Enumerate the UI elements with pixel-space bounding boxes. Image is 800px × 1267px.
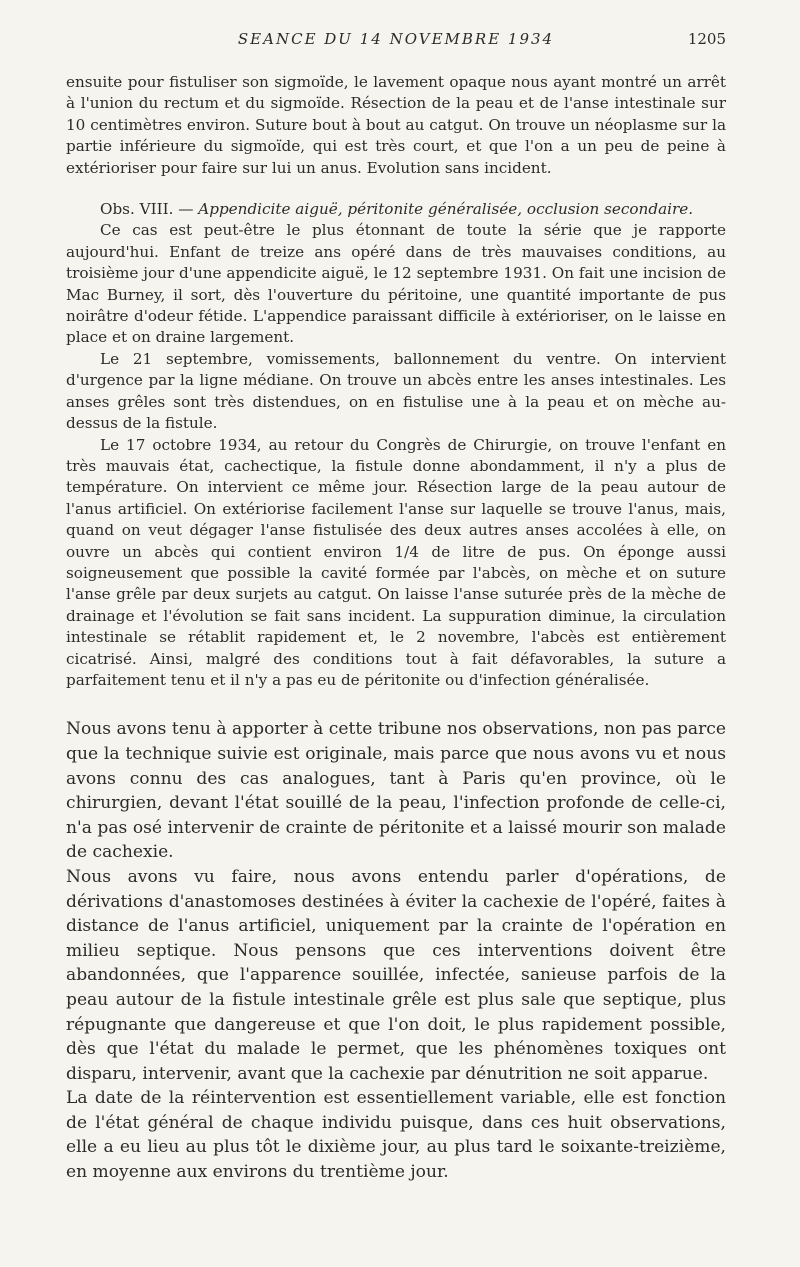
running-header: [66, 30, 726, 54]
discussion-text: [66, 717, 726, 1184]
observation-text: [66, 72, 726, 691]
discussion-paragraph: Nous avons vu faire, nous avons entendu parler d'opérations, de dérivations d'anastomoses destinées à éviter la cachexie de l'opéré, faites à distance de l'anus artificiel, uniquement par la crainte de l'opération en milieu septique. Nous pensons que ces interventions doivent être abandonnées, que l'apparence souillée, infectée, sanieuse parfois de la peau autour de la fistule intestinale grêle est plus sale que septique, plus répugnante que dangereuse et que l'on doit, le plus rapidement possible, dès que l'état du malade le permet, que les phénomènes toxiques ont disparu, intervenir, avant que la cachexie par dénutrition ne soit apparue.: [66, 866, 726, 1084]
observation-paragraph: Le 17 octobre 1934, au retour du Congrès de Chirurgie, on trouve l'enfant en très mauvais état, cachectique, la fistule donne abondamment, il n'y a plus de température. On intervient ce même jour. Résection large de la peau autour de l'anus artificiel. On extériorise facilement l'anse sur laquelle se trouve l'anus, mais, quand on veut dégager l'anse fistulisée des deux autres anses accolées à elle, on ouvre un abcès qui contient environ 1/4 de litre de pus. On éponge aussi soigneusement que possible la cavité formée par l'abcès, on mèche et on suture l'anse grêle par deux surjets au catgut. On laisse l'anse suturée près de la mèche de drainage et l'évolution se fait sans incident. La suppuration diminue, la circulation intestinale se rétablit rapidement et, le 2 novembre, l'abcès est entièrement cicatrisé. Ainsi, malgré des conditions tout à fait défavorables, la suture a parfaitement tenu et il n'y a pas eu de péritonite ou d'infection généralisée.: [66, 435, 726, 689]
discussion-paragraph: Nous avons tenu à apporter à cette tribune nos observations, non pas parce que la technique suivie est originale, mais parce que nous avons vu et nous avons connu des cas analogues, tant à Paris qu'en province, où le chirurgien, devant l'état souillé de la peau, l'infection profonde de celle-ci, n'a pas osé intervenir de crainte de péritonite et a laissé mourir son malade de cachexie.: [66, 719, 726, 863]
observation-title: Appendicite aiguë, péritonite généralisée, occlusion secondaire.: [198, 200, 694, 219]
page: [66, 30, 726, 1185]
observation-continuation: ensuite pour fistuliser son sigmoïde, le lavement opaque nous ayant montré un arrêt à l'union du rectum et du sigmoïde. Résection de la peau et de l'anse intestinale sur 10 centimètres environ. Suture bout à bout au catgut. On trouve un néoplasme sur la partie inférieure du sigmoïde, qui est très court, et que l'on a un peu de peine à extérioriser pour faire sur lui un anus. Evolution sans incident.: [66, 73, 726, 177]
observation-8-heading: [66, 199, 726, 220]
discussion-paragraph: La date de la réintervention est essentiellement variable, elle est fonction de l'état général de chaque individu puisque, dans ces huit observations, elle a eu lieu au plus tôt le dixième jour, au plus tard le soixante-treizième, en moyenne aux environs du trentième jour.: [66, 1088, 726, 1183]
observation-label: Obs. VIII. —: [100, 200, 194, 219]
observation-paragraph: Ce cas est peut-être le plus étonnant de toute la série que je rapporte aujourd'hui. Enfant de treize ans opéré dans de très mauvaises conditions, au troisième jour d'une appendicite aiguë, le 12 septembre 1931. On fait une incision de Mac Burney, il sort, dès l'ouverture du péritoine, une quantité importante de pus noirâtre d'odeur fétide. L'appendice paraissant difficile à extérioriser, on le laisse en place et on draine largement.: [66, 221, 726, 347]
running-title: SEANCE DU 14 NOVEMBRE 1934: [237, 30, 555, 48]
observation-paragraph: Le 21 septembre, vomissements, ballonnement du ventre. On intervient d'urgence par la ligne médiane. On trouve un abcès entre les anses intestinales. Les anses grêles sont très distendues, on en fistulise une à la peau et on mèche au-dessus de la fistule.: [66, 349, 726, 433]
page-number: 1205: [687, 30, 726, 48]
